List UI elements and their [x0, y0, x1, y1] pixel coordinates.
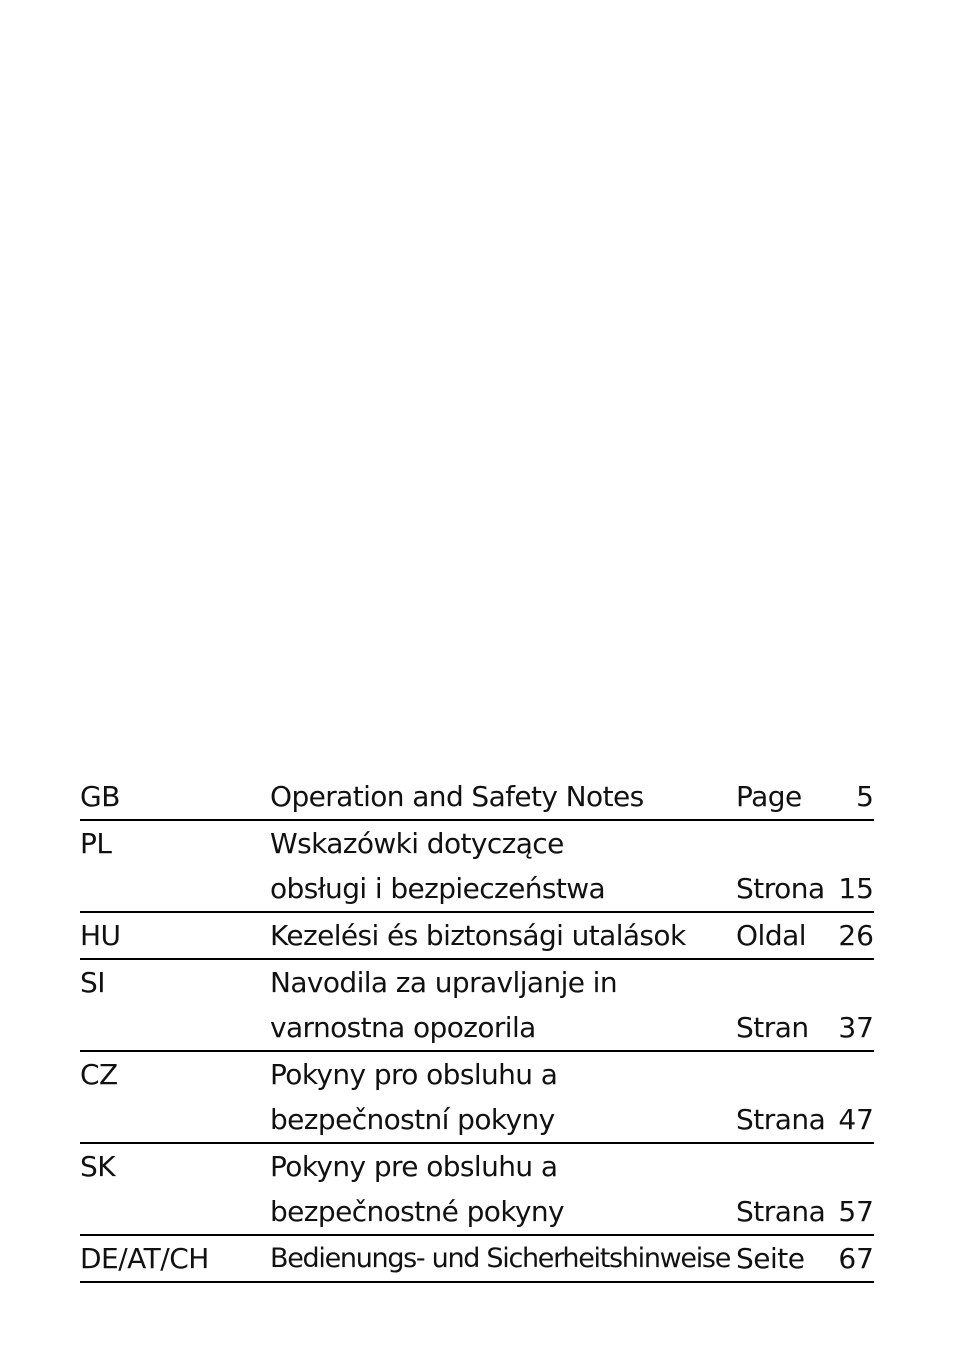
- section-title-continued: bezpečnostní pokyny: [270, 1103, 555, 1136]
- section-title-continued: varnostna opozorila: [270, 1011, 536, 1044]
- page-number: 15: [838, 872, 874, 905]
- language-code: HU: [80, 919, 121, 952]
- page-label: Strana: [736, 1195, 826, 1228]
- section-title: Pokyny pre obsluhu a: [270, 1150, 558, 1183]
- toc-row-si: [80, 960, 874, 1052]
- page-label: Strana: [736, 1103, 826, 1136]
- language-code: SI: [80, 966, 106, 999]
- page-label: Stran: [736, 1011, 809, 1044]
- toc-row-gb: [80, 774, 874, 821]
- toc-row-cz: [80, 1052, 874, 1144]
- section-title: Navodila za upravljanje in: [270, 966, 618, 999]
- page-number: 37: [838, 1011, 874, 1044]
- page-label: Oldal: [736, 919, 807, 952]
- page-number: 5: [856, 780, 874, 813]
- section-title: Kezelési és biztonsági utalások: [270, 919, 686, 952]
- section-title: Wskazówki dotyczące: [270, 827, 564, 860]
- section-title-continued: obsługi i bezpieczeństwa: [270, 872, 606, 905]
- language-code: PL: [80, 827, 112, 860]
- section-title: Operation and Safety Notes: [270, 780, 644, 813]
- page-number: 67: [838, 1242, 874, 1275]
- page-label: Strona: [736, 872, 825, 905]
- toc-row-hu: [80, 913, 874, 960]
- language-code: SK: [80, 1150, 116, 1183]
- toc-row-pl: [80, 821, 874, 913]
- page-label: Seite: [736, 1242, 805, 1275]
- language-code: CZ: [80, 1058, 118, 1091]
- language-code: GB: [80, 780, 120, 813]
- toc-row-sk: [80, 1144, 874, 1236]
- page-number: 57: [838, 1195, 874, 1228]
- page-number: 47: [838, 1103, 874, 1136]
- section-title-continued: bezpečnostné pokyny: [270, 1195, 565, 1228]
- section-title: Bedienungs- und Sicherheitshinweise: [270, 1243, 731, 1274]
- table-of-contents: [80, 774, 874, 1283]
- section-title: Pokyny pro obsluhu a: [270, 1058, 558, 1091]
- page-number: 26: [838, 919, 874, 952]
- toc-row-de-at-ch: [80, 1236, 874, 1283]
- page-label: Page: [736, 780, 802, 813]
- language-code: DE/AT/CH: [80, 1242, 209, 1275]
